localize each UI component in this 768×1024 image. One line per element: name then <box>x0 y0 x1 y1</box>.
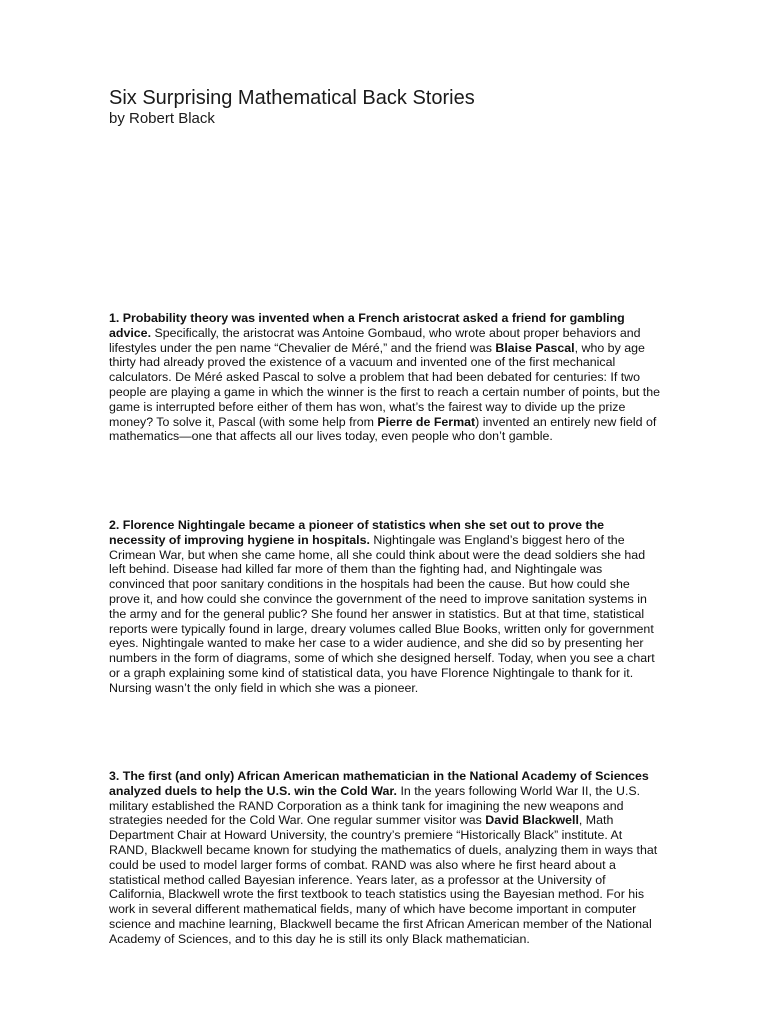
document-title: Six Surprising Mathematical Back Stories <box>109 87 475 109</box>
story-body-3-part-1: In the years following World War II, the U.S. military established the RAND Corporation as a think tank for imagining the new weapons and strategies needed for the Cold War. One regular summer visitor was <box>109 783 641 828</box>
story-body-1-part-3: ) invented an entirely new field of mathematics—one that affects all our lives today, even people who don’t gamble. <box>109 414 657 444</box>
story-body-2: Nightingale was England’s biggest hero of the Crimean War, but when she came home, all she could think about were the dead soldiers she had left behind. Disease had killed far more of them than the fighting had, and Nightingale was convinced that poor sanitary conditions in the hospitals had been the cause. But how could she prove it, and how could she convince the government of the need to improve sanitation systems in the army and for the general public? She found her answer in statistics. But at that time, statistical reports were typically found in large, dreary volumes called Blue Books, written only for government eyes. Nightingale wanted to make her case to a wider audience, and she did so by presenting her numbers in the form of diagrams, some of which she designed herself. Today, when you see a chart or a graph explaining some kind of statistical data, you have Florence Nightingale to thank for it. Nursing wasn’t the only field in which she was a pioneer. <box>109 532 655 695</box>
story-heading-2: 2. Florence Nightingale became a pioneer of statistics when she set out to prove the necessity of improving hygiene in hospitals. <box>109 518 605 547</box>
story-body-3-part-2: , Math Department Chair at Howard University, the country’s premiere “Historically Black” institute. At RAND, Blackwell became known for studying the mathematics of duels, analyzing them in ways that could be used to model larger forms of combat. RAND was also where he first heard about a statistical method called Bayesian inference. Years later, as a professor at the University of California, Blackwell wrote the first textbook to teach statistics using the Bayesian method. For his work in several different mathematical fields, many of which have become important in computer science and machine learning, Blackwell became the first African American member of the National Academy of Sciences, and to this day he is still its only Black mathematician. <box>109 813 658 946</box>
person-name-pierre-de-fermat: Pierre de Fermat <box>377 414 476 429</box>
story-heading-3: 3. The first (and only) African American mathematician in the National Academy of Sciences analyzed duels to help the U.S. win the Cold War. <box>109 769 649 798</box>
story-heading-1: 1. Probability theory was invented when a French aristocrat asked a friend for gambling advice. <box>109 311 625 340</box>
story-paragraph-2 <box>109 518 661 696</box>
person-name-david-blackwell: David Blackwell <box>485 813 579 828</box>
document-author: by Robert Black <box>109 110 215 127</box>
story-paragraph-1 <box>109 311 661 444</box>
story-body-1-part-2: , who by age thirty had already proved the existence of a vacuum and invented one of the first mechanical calculators. De Méré asked Pascal to solve a problem that had been debated for centuries: If two people are playing a game in which the winner is the first to reach a certain number of points, but the game is interrupted before either of them has won, what’s the fairest way to divide up the prize money? To solve it, Pascal (with some help from <box>109 340 661 429</box>
person-name-blaise-pascal: Blaise Pascal <box>495 340 575 355</box>
story-body-1-part-1: Specifically, the aristocrat was Antoine Gombaud, who wrote about proper behaviors and lifestyles under the pen name “Chevalier de Méré,” and the friend was <box>109 325 641 355</box>
story-paragraph-3 <box>109 769 661 947</box>
